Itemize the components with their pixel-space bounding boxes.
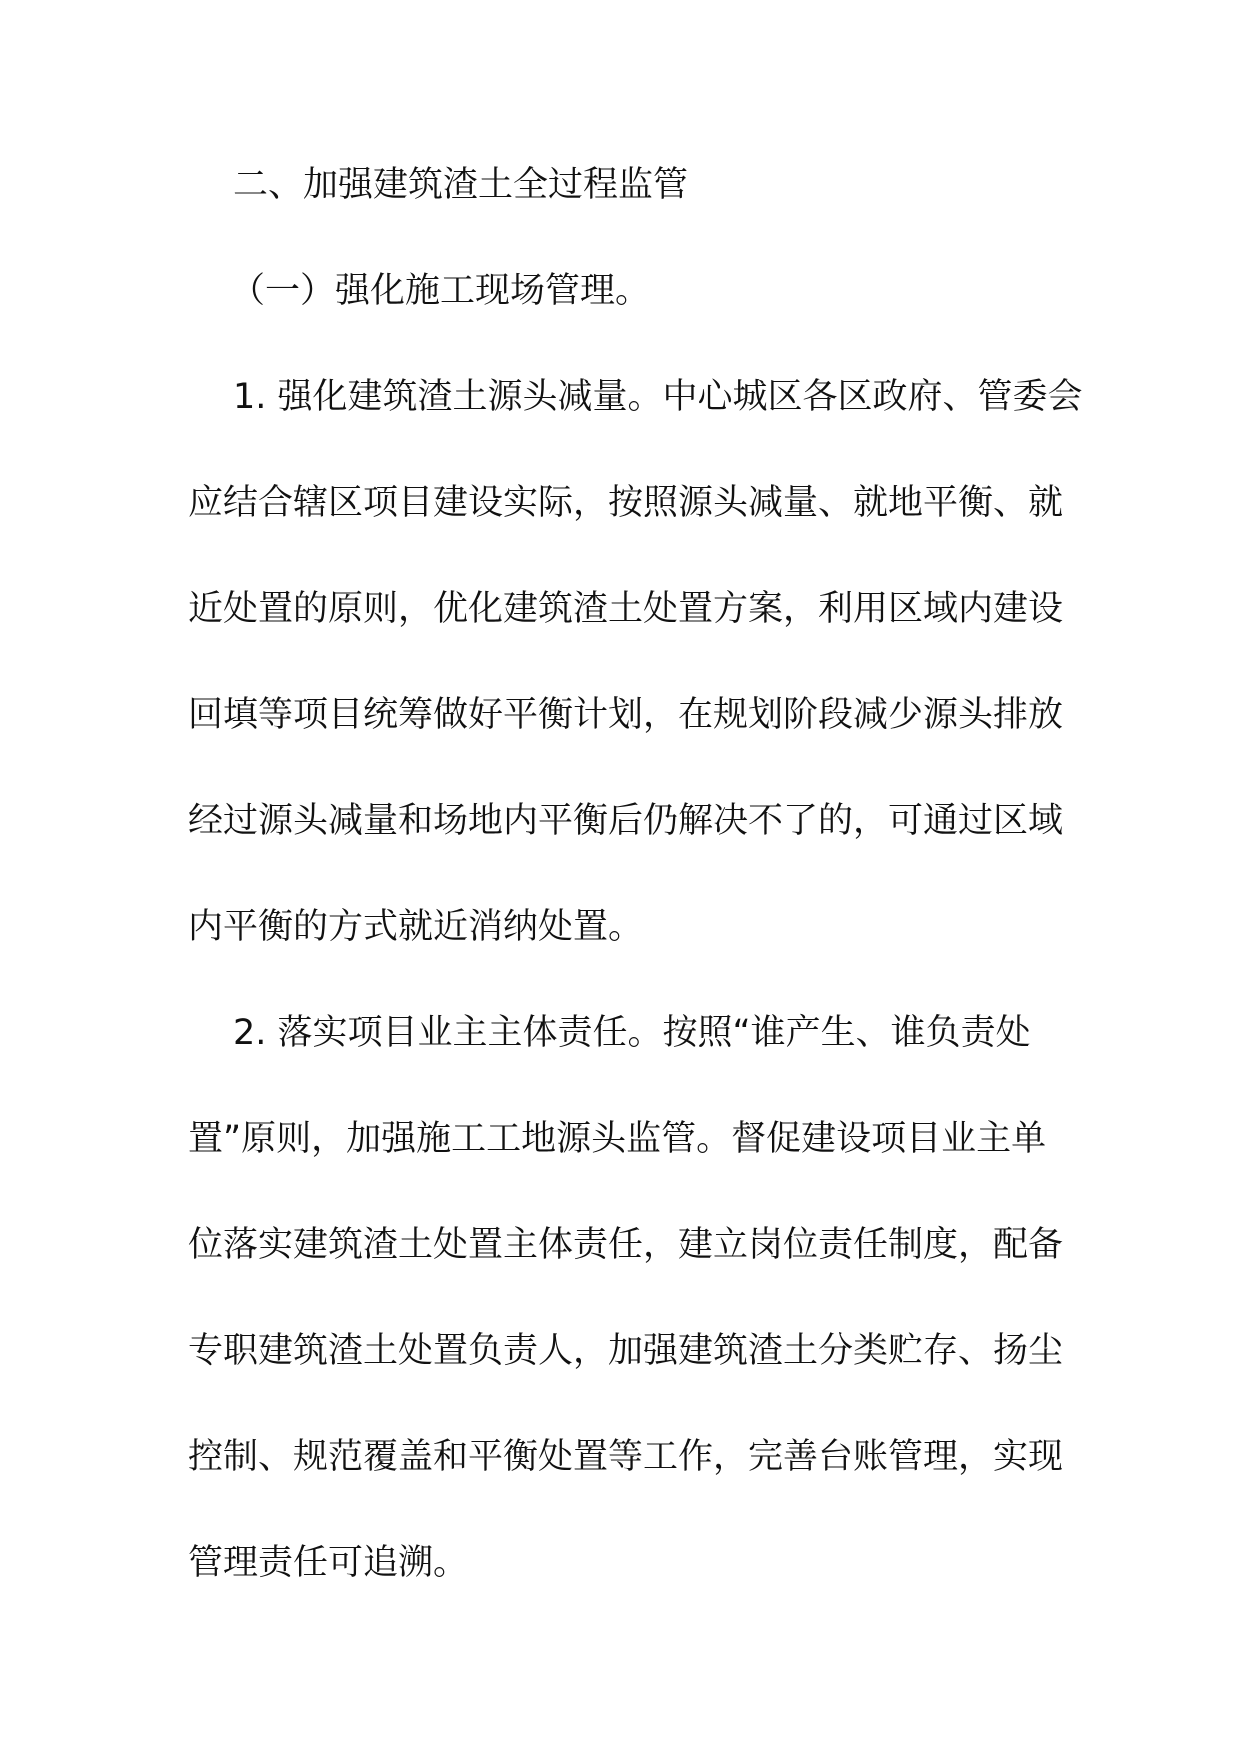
paragraph-2-line: 2. 落实项目业主主体责任。按照“谁产生、谁负责处	[233, 1013, 1031, 1053]
paragraph-1-line: 内平衡的方式就近消纳处置。	[188, 907, 644, 947]
paragraph-2-line: 控制、规范覆盖和平衡处置等工作，完善台账管理，实现	[188, 1437, 1064, 1477]
subsection-heading: （一）强化施工现场管理。	[230, 271, 651, 311]
paragraph-2-line: 置”原则，加强施工工地源头监管。督促建设项目业主单	[188, 1119, 1047, 1159]
paragraph-1-line: 回填等项目统筹做好平衡计划，在规划阶段减少源头排放	[188, 695, 1064, 735]
paragraph-1-line: 近处置的原则，优化建筑渣土处置方案，利用区域内建设	[188, 589, 1064, 629]
paragraph-1-line: 应结合辖区项目建设实际，按照源头减量、就地平衡、就	[188, 483, 1064, 523]
document-body	[188, 165, 1083, 1616]
paragraph-1-line: 1. 强化建筑渣土源头减量。中心城区各区政府、管委会	[233, 377, 1083, 417]
paragraph-2-line: 位落实建筑渣土处置主体责任，建立岗位责任制度，配备	[188, 1225, 1064, 1265]
paragraph-2-line: 专职建筑渣土处置负责人，加强建筑渣土分类贮存、扬尘	[188, 1331, 1064, 1371]
paragraph-2-line: 管理责任可追溯。	[188, 1543, 469, 1583]
section-heading: 二、加强建筑渣土全过程监管	[233, 165, 689, 205]
paragraph-1-line: 经过源头减量和场地内平衡后仍解决不了的，可通过区域	[188, 801, 1064, 841]
